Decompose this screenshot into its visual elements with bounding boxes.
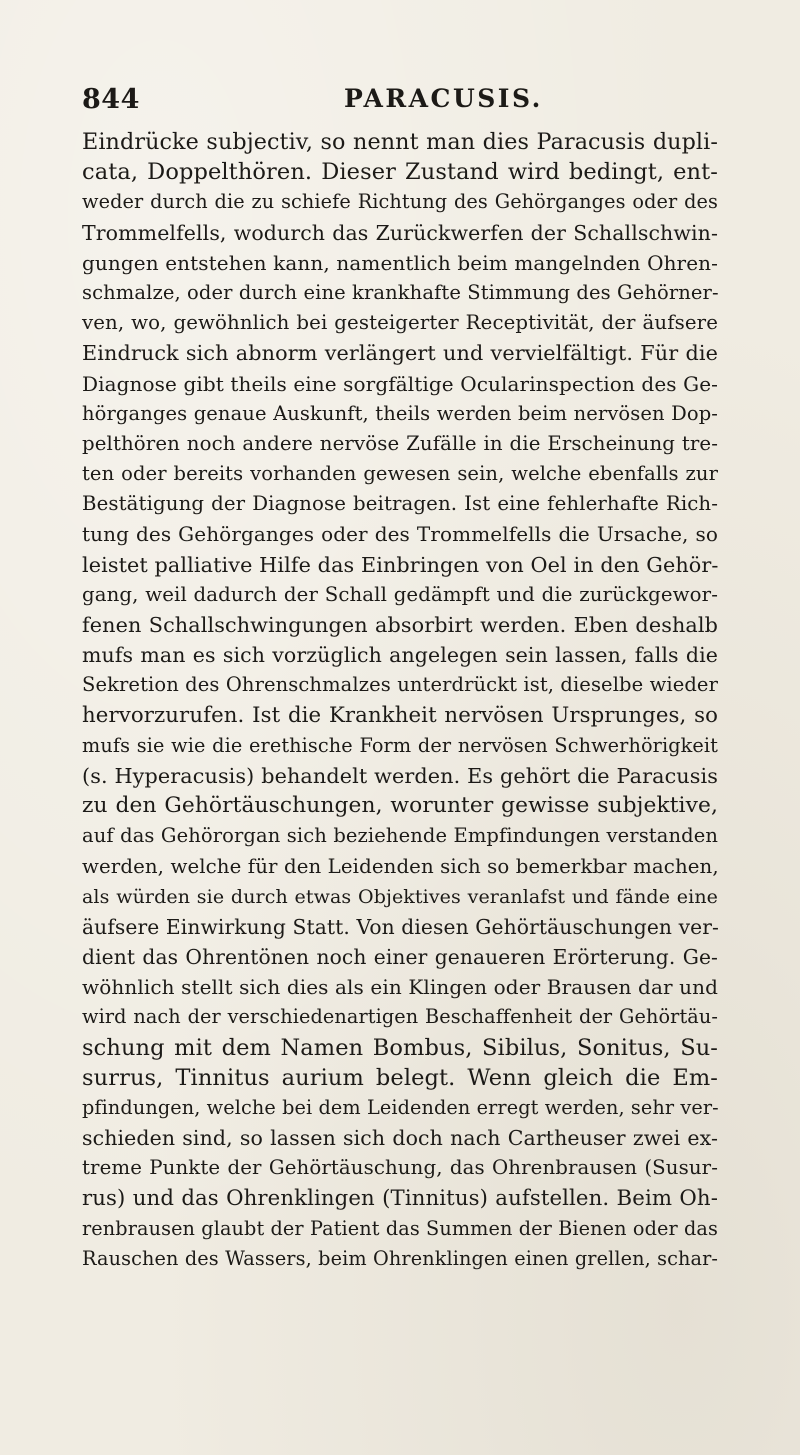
text-line: mufs sie wie die erethische Form der nervösen Schwerhörigkeit xyxy=(82,733,718,757)
text-line: ven, wo, gewöhnlich bei gesteigerter Receptivität, der äufsere xyxy=(82,311,718,335)
text-line: weder durch die zu schiefe Richtung des Gehörganges oder des xyxy=(82,190,718,214)
text-line: pfindungen, welche bei dem Leidenden erregt werden, sehr ver- xyxy=(82,1096,719,1119)
text-line: dient das Ohrentönen noch einer genaueren Erörterung. Ge- xyxy=(82,945,718,970)
text-line: Bestätigung der Diagnose beitragen. Ist eine fehlerhafte Rich- xyxy=(82,492,718,516)
text-line: cata, Doppelthören. Dieser Zustand wird bedingt, ent- xyxy=(82,159,718,186)
page-number: 844 xyxy=(82,84,140,115)
text-line: Sekretion des Ohrenschmalzes unterdrückt ist, dieselbe wieder xyxy=(82,673,718,697)
page-header xyxy=(82,84,722,124)
text-line: pelthören noch andere nervöse Zufälle in die Erscheinung tre- xyxy=(82,431,718,455)
text-line: als würden sie durch etwas Objektives veranlafst und fände eine xyxy=(82,885,718,908)
text-line: Diagnose gibt theils eine sorgfältige Ocularinspection des Ge- xyxy=(82,371,718,396)
text-line: äufsere Einwirkung Statt. Von diesen Gehörtäuschungen ver- xyxy=(82,914,719,939)
text-line: (s. Hyperacusis) behandelt werden. Es gehört die Paracusis xyxy=(82,763,718,788)
text-line: Eindrücke subjectiv, so nennt man dies Paracusis dupli- xyxy=(82,129,718,155)
text-line: hervorzurufen. Ist die Krankheit nervösen Ursprunges, so xyxy=(82,702,718,728)
text-line: schung mit dem Namen Bombus, Sibilus, Sonitus, Su- xyxy=(82,1034,718,1061)
text-line: treme Punkte der Gehörtäuschung, das Ohrenbrausen (Susur- xyxy=(82,1156,718,1180)
text-line: zu den Gehörtäuschungen, worunter gewisse subjektive, xyxy=(82,793,718,819)
text-line: renbrausen glaubt der Patient das Summen der Bienen oder das xyxy=(82,1216,718,1240)
text-line: wöhnlich stellt sich dies als ein Klingen oder Brausen dar und xyxy=(82,975,718,1000)
text-line: Trommelfells, wodurch das Zurückwerfen der Schallschwin- xyxy=(82,220,718,245)
running-title: PARACUSIS. xyxy=(344,84,543,113)
text-line: schmalze, oder durch eine krankhafte Stimmung des Gehörner- xyxy=(82,280,719,304)
text-line: werden, welche für den Leidenden sich so bemerkbar machen, xyxy=(82,854,719,878)
text-line: ten oder bereits vorhanden gewesen sein, welche ebenfalls zur xyxy=(82,462,718,486)
text-line: fenen Schallschwingungen absorbirt werden. Eben deshalb xyxy=(82,613,718,637)
text-line: schieden sind, so lassen sich doch nach Cartheuser zwei ex- xyxy=(82,1126,718,1151)
text-line: auf das Gehörorgan sich beziehende Empfindungen verstanden xyxy=(82,824,718,848)
text-line: mufs man es sich vorzüglich angelegen sein lassen, falls die xyxy=(82,643,718,668)
text-line: hörganges genaue Auskunft, theils werden beim nervösen Dop- xyxy=(82,401,718,425)
text-line: tung des Gehörganges oder des Trommelfells die Ursache, so xyxy=(82,522,718,547)
body-text xyxy=(82,127,718,1274)
text-line: rus) und das Ohrenklingen (Tinnitus) aufstellen. Beim Oh- xyxy=(82,1185,718,1211)
text-line: gang, weil dadurch der Schall gedämpft und die zurückgewor- xyxy=(82,582,718,606)
text-line: surrus, Tinnitus aurium belegt. Wenn gleich die Em- xyxy=(82,1064,718,1091)
text-line: Eindruck sich abnorm verlängert und vervielfältigt. Für die xyxy=(82,341,718,366)
text-line: wird nach der verschiedenartigen Beschaffenheit der Gehörtäu- xyxy=(82,1005,718,1029)
text-line: gungen entstehen kann, namentlich beim mangelnden Ohren- xyxy=(82,250,718,275)
text-line: leistet palliative Hilfe das Einbringen von Oel in den Gehör- xyxy=(82,552,719,577)
text-line: Rauschen des Wassers, beim Ohrenklingen einen grellen, schar- xyxy=(82,1246,718,1270)
